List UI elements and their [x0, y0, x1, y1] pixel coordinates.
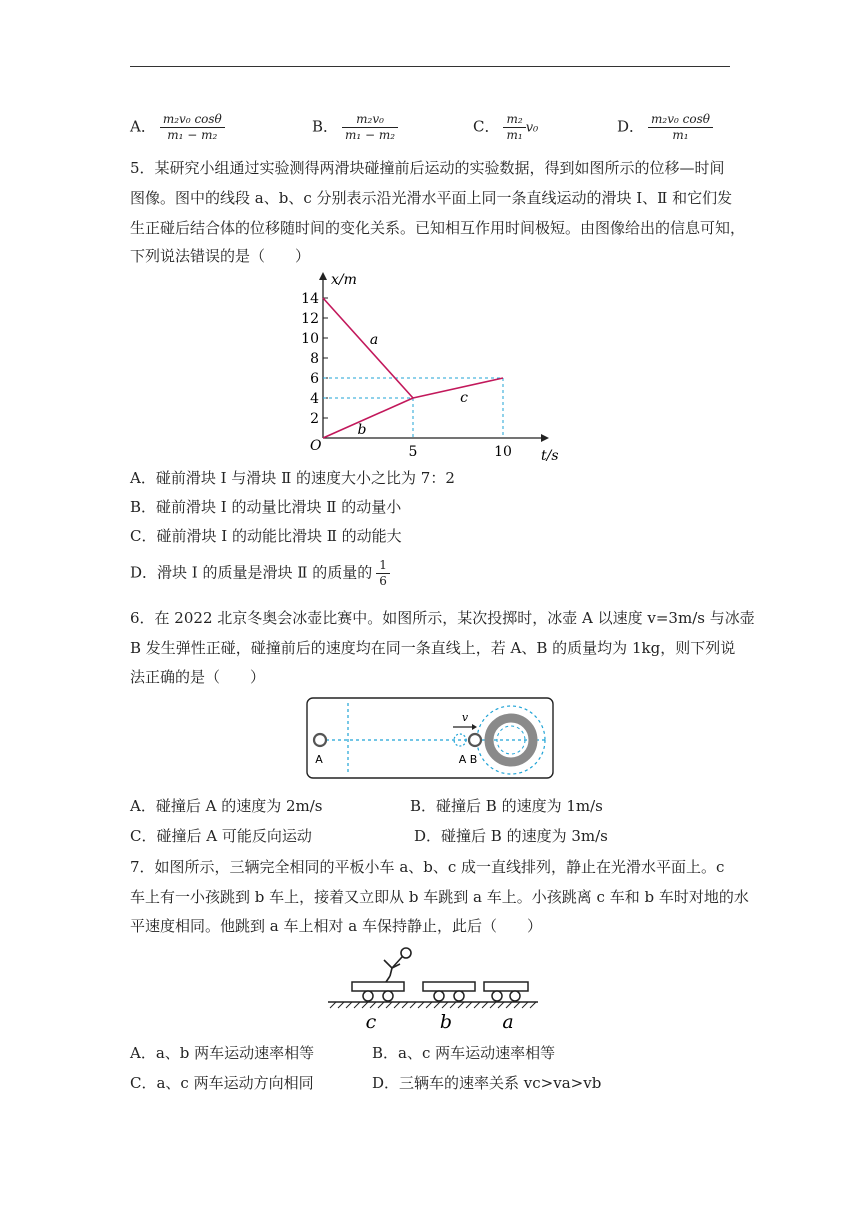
- q6-option-c[interactable]: C．碰撞后 A 可能反向运动: [130, 827, 312, 845]
- velocity-label: v: [461, 711, 469, 724]
- cart-label-c: c: [365, 1011, 377, 1032]
- wheel: [454, 991, 464, 1001]
- xt-chart: [290, 268, 570, 464]
- q6-option-a[interactable]: A．碰撞后 A 的速度为 2m/s: [130, 797, 323, 815]
- series-label-c: c: [460, 390, 468, 406]
- q7-option-b[interactable]: B．a、c 两车运动速率相等: [372, 1044, 556, 1062]
- q4-option-c[interactable]: C． $\frac{\text{m₂}}{\text{m₁}}$ v₀: [473, 112, 539, 142]
- series-label-b: b: [357, 422, 367, 438]
- label-a: A: [315, 753, 323, 766]
- carts-figure: [326, 940, 540, 1032]
- cart-label-a: a: [502, 1011, 514, 1032]
- header-rule: [130, 66, 730, 67]
- q5-line-1: 5．某研究小组通过实验测得两滑块碰撞前后运动的实验数据，得到如图所示的位移—时间: [130, 159, 725, 177]
- x-axis-label: t/s: [541, 448, 559, 464]
- y-tick-label: 10: [301, 331, 319, 347]
- y-tick-label: 2: [310, 411, 319, 427]
- q7-line-2: 车上有一小孩跳到 b 车上，接着又立即从 b 车跳到 a 车上。小孩跳离 c 车和 b 车时对地的水: [130, 888, 749, 906]
- y-tick-label: 6: [310, 371, 319, 387]
- series-line-c: [413, 378, 503, 398]
- y-tick-label: 12: [301, 311, 319, 327]
- series-label-a: a: [369, 332, 379, 348]
- fraction: $\frac{\text{m₂v₀}}{\text{m₁ − m₂}}$: [342, 112, 398, 143]
- wheel: [510, 991, 520, 1001]
- y-tick-label: 14: [301, 291, 319, 307]
- cart-a: [484, 982, 528, 991]
- q7-line-3: 平速度相同。他跳到 a 车上相对 a 车保持静止，此后（ ）: [130, 917, 542, 935]
- q7-line-1: 7．如图所示，三辆完全相同的平板小车 a、b、c 成一直线排列，静止在光滑水平面上。c: [130, 858, 725, 876]
- y-axis-arrow: [319, 272, 327, 280]
- y-tick-label: 8: [310, 351, 319, 367]
- x-tick-label: 10: [494, 444, 512, 460]
- q6-line-3: 法正确的是（ ）: [130, 668, 266, 686]
- cart-label-b: b: [439, 1011, 453, 1032]
- q5-line-2: 图像。图中的线段 a、b、c 分别表示沿光滑水平面上同一条直线运动的滑块 Ⅰ、Ⅱ 和它们发: [130, 189, 733, 207]
- fraction: $\frac{\text{m₂v₀ cosθ}}{\text{m₁}}$: [648, 112, 713, 143]
- x-axis-arrow: [541, 434, 549, 442]
- q5-option-a[interactable]: A．碰前滑块 Ⅰ 与滑块 Ⅱ 的速度大小之比为 7：2: [130, 469, 455, 487]
- q5-option-c[interactable]: C．碰前滑块 Ⅰ 的动能比滑块 Ⅱ 的动能大: [130, 527, 402, 545]
- cart-b: [423, 982, 475, 991]
- wheel: [434, 991, 444, 1001]
- q5-option-b[interactable]: B．碰前滑块 Ⅰ 的动量比滑块 Ⅱ 的动量小: [130, 498, 402, 516]
- q6-option-b[interactable]: B．碰撞后 B 的速度为 1m/s: [410, 797, 603, 815]
- arrow-head: [472, 724, 477, 730]
- q5-line-4: 下列说法错误的是（ ）: [130, 247, 311, 265]
- q7-option-a[interactable]: A．a、b 两车运动速率相等: [130, 1044, 315, 1062]
- fraction: $\frac{\text{m₂v₀ cosθ}}{\text{m₁ − m₂}}$: [160, 112, 225, 143]
- origin-label: O: [310, 438, 322, 454]
- wheel: [383, 991, 393, 1001]
- q6-line-2: B 发生弹性正碰，碰撞前后的速度均在同一条直线上，若 A、B 的质量均为 1kg，则下列说: [130, 639, 736, 657]
- q6-option-d[interactable]: D．碰撞后 B 的速度为 3m/s: [414, 827, 608, 845]
- ground-hatch: [330, 1002, 536, 1008]
- curling-figure: [306, 697, 554, 779]
- q7-option-c[interactable]: C．a、c 两车运动方向相同: [130, 1074, 314, 1092]
- fraction: $\frac{1}{6}$: [376, 558, 390, 589]
- stone-a-start: [314, 734, 326, 746]
- y-axis-label: x/m: [331, 272, 357, 288]
- x-tick-label: 5: [408, 444, 418, 460]
- child-figure: [384, 948, 411, 982]
- wheel: [363, 991, 373, 1001]
- q5-line-3: 生正碰后结合体的位移随时间的变化关系。已知相互作用时间极短。由图像给出的信息可知，: [130, 219, 746, 237]
- wheel: [492, 991, 502, 1001]
- fraction: $\frac{\text{m₂}}{\text{m₁}}$: [503, 112, 525, 143]
- y-tick-label: 4: [310, 391, 319, 407]
- q4-option-d[interactable]: D． $\frac{\text{m₂v₀ cosθ}}{\text{m₁}}$: [617, 112, 713, 143]
- q5-option-d[interactable]: D．滑块 Ⅰ 的质量是滑块 Ⅱ 的质量的 $\frac{1}{6}$: [130, 558, 390, 589]
- series-line-b: [323, 398, 413, 438]
- label-ab: A B: [458, 753, 478, 766]
- cart-c: [352, 982, 404, 991]
- q6-line-1: 6．在 2022 北京冬奥会冰壶比赛中。如图所示，某次投掷时，冰壶 A 以速度 v=3m/s 与冰壶: [130, 609, 755, 627]
- q7-option-d[interactable]: D．三辆车的速率关系 vc>va>vb: [372, 1074, 602, 1092]
- series-line-a: [323, 298, 413, 398]
- q4-option-a[interactable]: A． $\frac{\text{m₂v₀ cosθ}}{\text{m₁ − m₂}}$: [130, 112, 225, 143]
- stone-b: [469, 734, 481, 746]
- q4-option-b[interactable]: B． $\frac{\text{m₂v₀}}{\text{m₁ − m₂}}$: [312, 112, 398, 143]
